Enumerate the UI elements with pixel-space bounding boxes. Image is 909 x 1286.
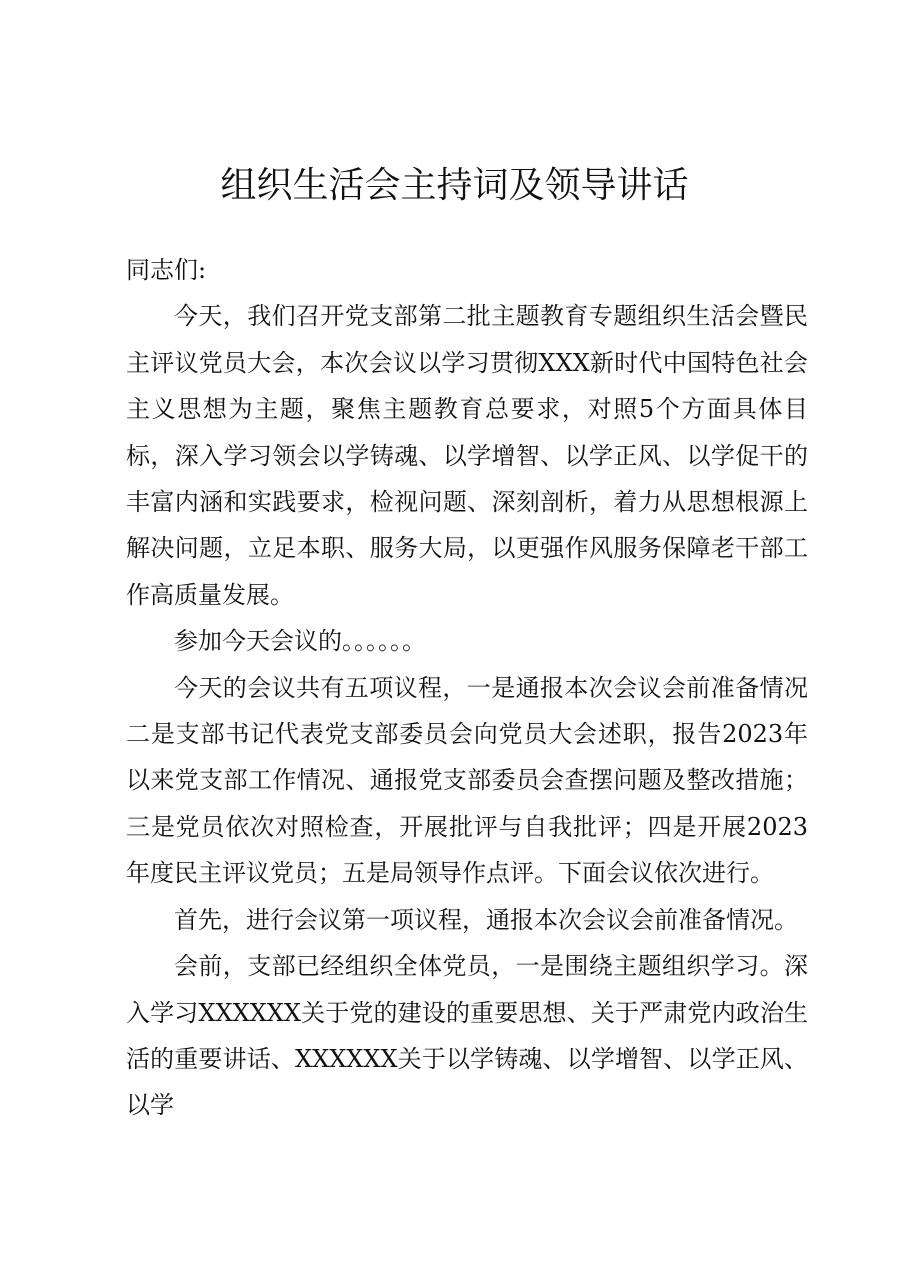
paragraph-attendees: 参加今天会议的。。。。。。 [174, 627, 426, 656]
document-title: 组织生活会主持词及领导讲话 [220, 165, 689, 206]
document-body [126, 247, 808, 1129]
salutation: 同志们: [126, 256, 207, 284]
paragraph-opening: 今天，我们召开党支部第二批主题教育专题组织生活会暨民主评议党员大会，本次会议以学习贯彻XXX新时代中国特色社会主义思想为主题，聚焦主题教育总要求，对照5个方面具体目标，深入学习领会以学铸魂、以学增智、以学正风、以学促干的丰富内涵和实践要求，检视问题、深刻剖析，着力从思想根源上解决问题，立足本职、服务大局，以更强作风服务保障老干部工作高质量发展。 [126, 302, 808, 609]
paragraph-preparation: 会前，支部已经组织全体党员，一是围绕主题组织学习。深入学习XXXXXX关于党的建设的重要思想、关于严肃党内政治生活的重要讲话、XXXXXX关于以学铸魂、以学增智、以学正风、以学 [126, 952, 808, 1120]
paragraph-agenda: 今天的会议共有五项议程，一是通报本次会议会前准备情况二是支部书记代表党支部委员会向党员大会述职，报告2023年以来党支部工作情况、通报党支部委员会查摆问题及整改措施；三是党员依次对照检查，开展批评与自我批评；四是开展2023年度民主评议党员；五是局领导作点评。下面会议依次进行。 [126, 673, 808, 888]
paragraph-first-item: 首先，进行会议第一项议程，通报本次会议会前准备情况。 [174, 905, 798, 934]
